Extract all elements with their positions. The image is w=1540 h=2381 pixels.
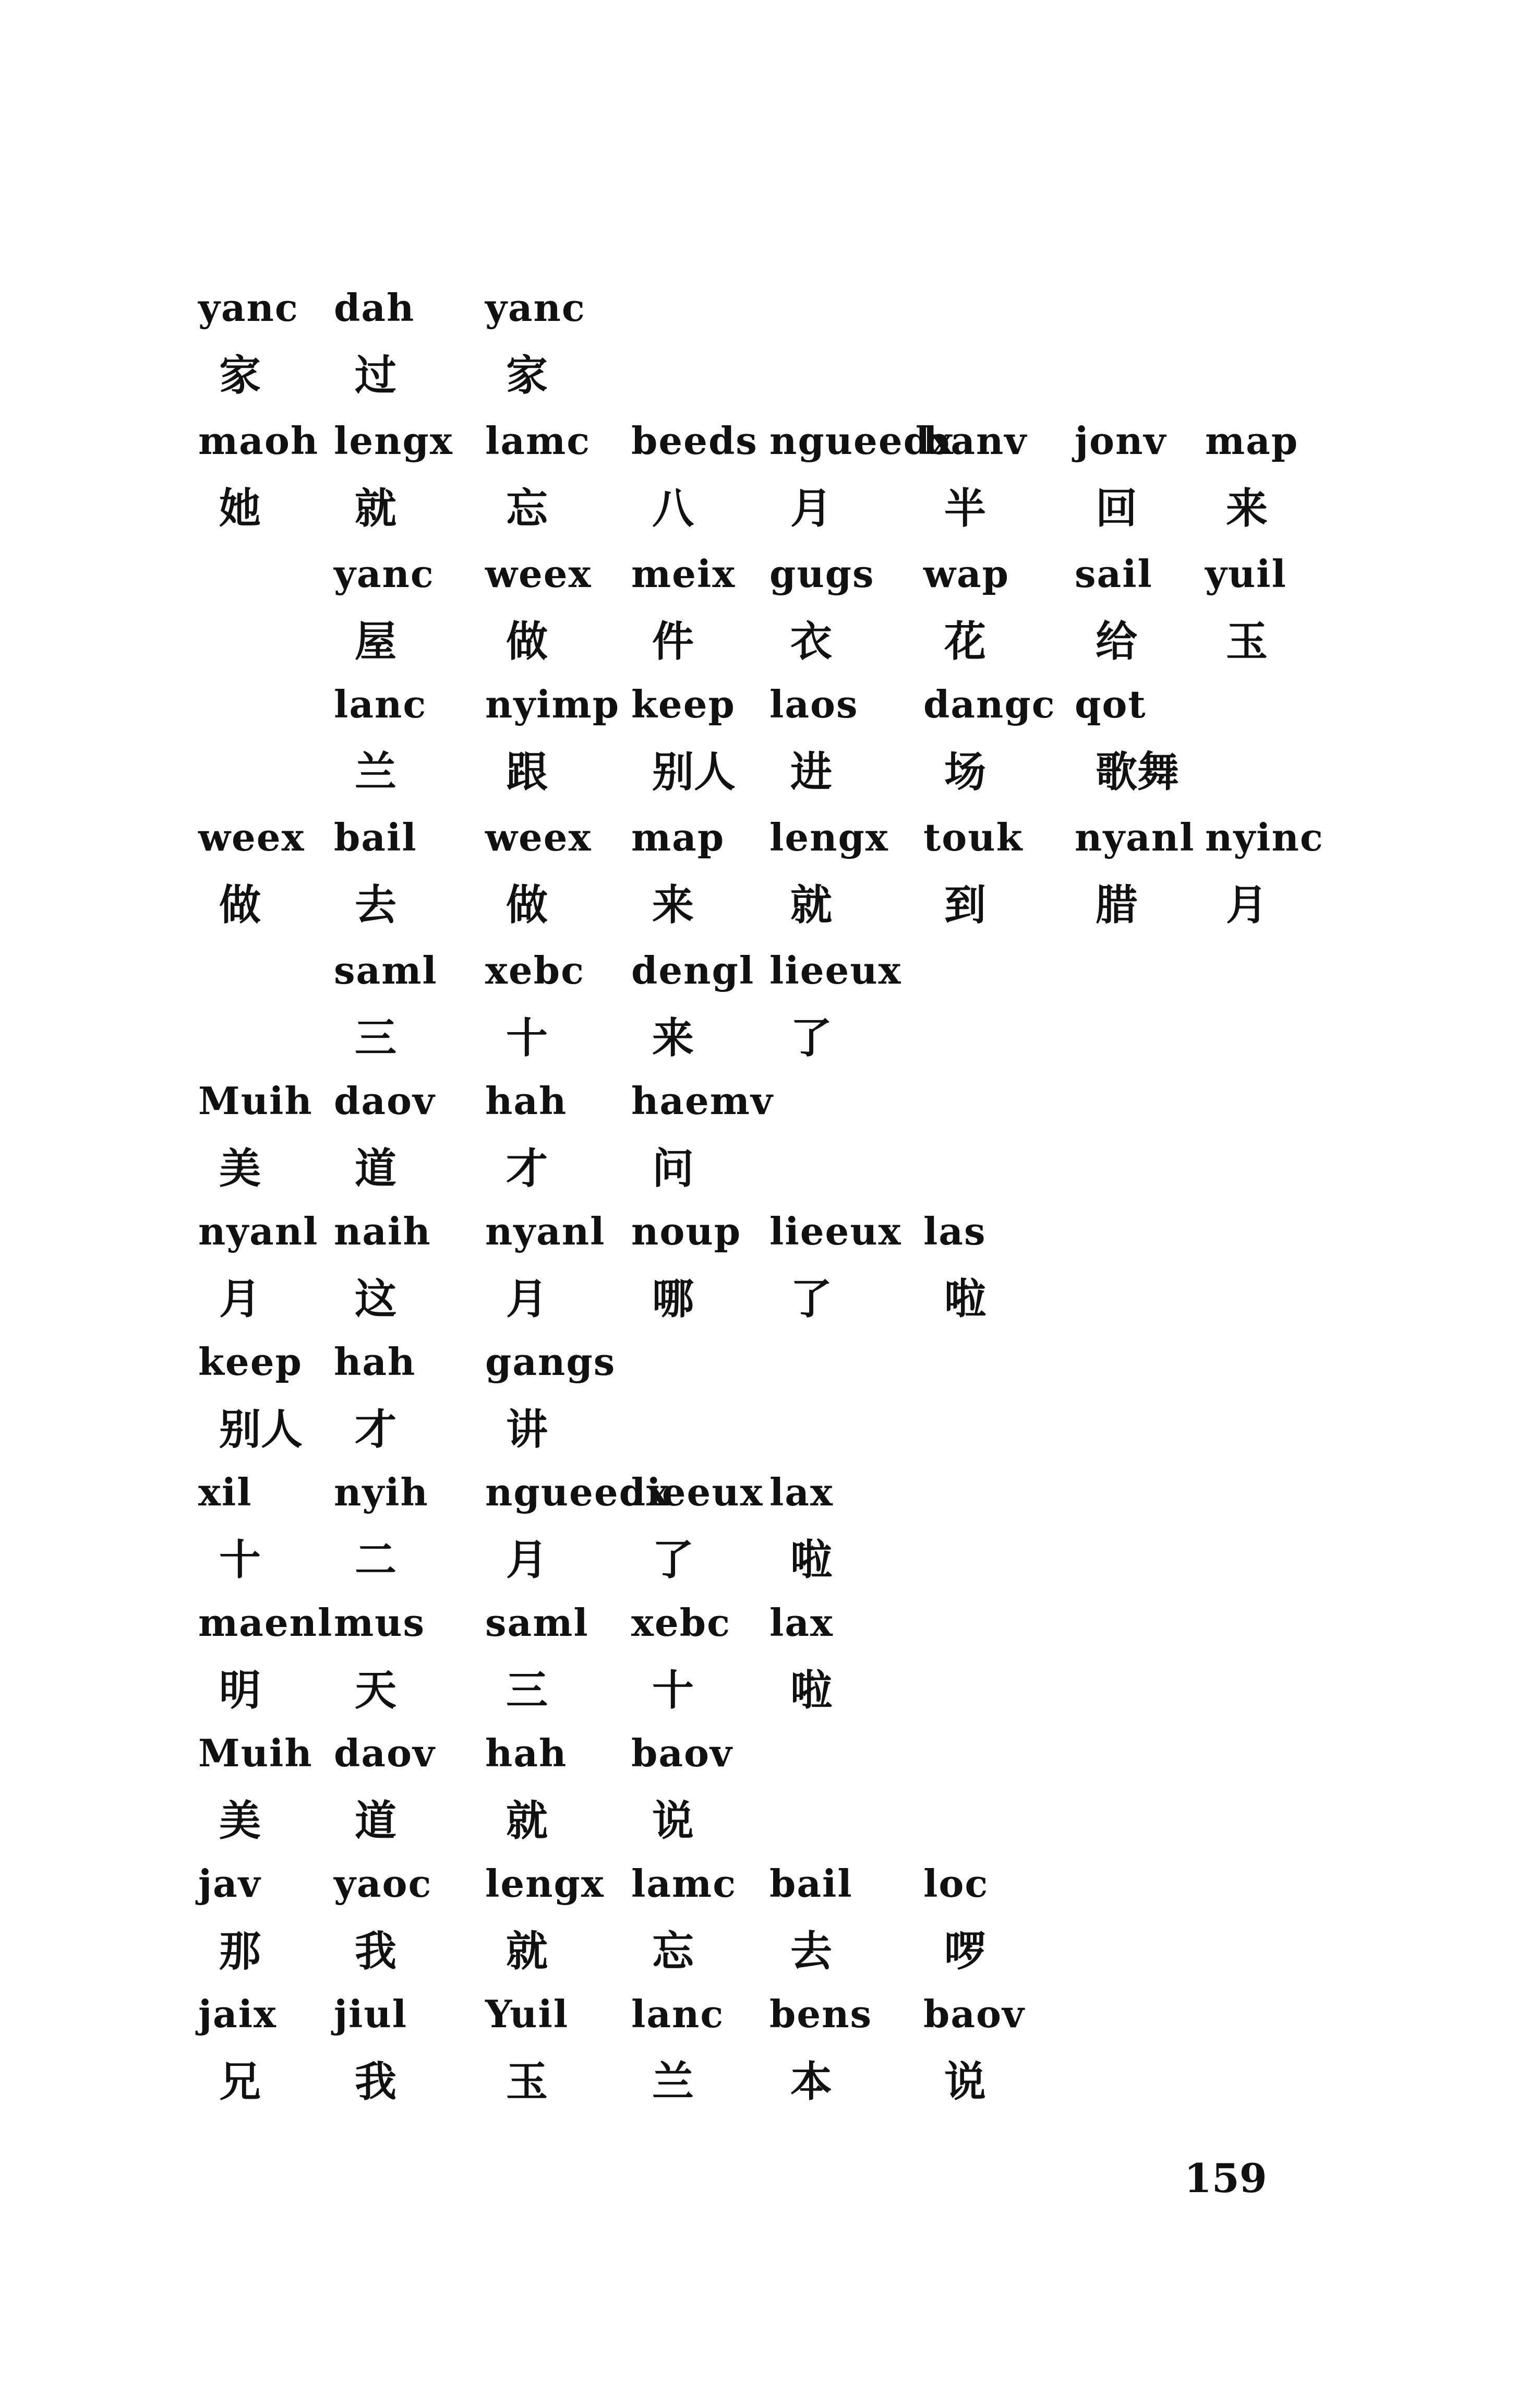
romanized-word: haemv (631, 1079, 774, 1123)
chinese-word: 忘 (652, 1927, 694, 1976)
chinese-word: 就 (506, 1797, 548, 1845)
romanized-line (0, 1466, 1540, 1518)
chinese-word: 兰 (355, 748, 396, 796)
chinese-gloss-line (0, 2056, 1540, 2108)
romanized-word: bail (769, 1861, 853, 1906)
chinese-word: 过 (355, 351, 396, 400)
romanized-word: lengx (334, 418, 453, 463)
romanized-line (0, 944, 1540, 997)
chinese-word: 来 (652, 1014, 694, 1062)
romanized-word: map (1205, 418, 1299, 463)
chinese-word: 月 (790, 484, 832, 533)
romanized-word: hah (485, 1079, 568, 1123)
chinese-word: 月 (506, 1275, 548, 1323)
romanized-word: daov (334, 1079, 436, 1123)
romanized-word: xil (198, 1470, 252, 1514)
chinese-word: 才 (506, 1144, 548, 1193)
chinese-gloss-line (0, 1665, 1540, 1717)
romanized-word: lengx (769, 815, 889, 859)
chinese-word: 美 (219, 1797, 261, 1845)
romanized-word: sail (1075, 552, 1153, 596)
romanized-word: hah (334, 1339, 416, 1384)
romanized-word: nyih (334, 1470, 429, 1514)
romanized-word: dah (334, 285, 415, 330)
romanized-word: lax (769, 1600, 834, 1645)
chinese-word: 就 (355, 484, 396, 533)
romanized-word: baov (923, 1992, 1025, 2036)
chinese-word: 明 (219, 1666, 261, 1715)
page-number: 159 (1184, 2155, 1267, 2201)
romanized-word: yaoc (334, 1861, 432, 1906)
romanized-word: wap (923, 552, 1009, 596)
chinese-gloss-line (0, 746, 1540, 798)
chinese-word: 十 (219, 1536, 261, 1584)
chinese-gloss-line (0, 1273, 1540, 1325)
romanized-word: daov (334, 1731, 436, 1775)
chinese-word: 三 (355, 1014, 396, 1062)
chinese-word: 家 (506, 351, 548, 400)
chinese-word: 到 (944, 881, 986, 929)
romanized-word: nyinc (1205, 815, 1324, 859)
romanized-word: noup (631, 1209, 742, 1253)
chinese-word: 去 (790, 1927, 832, 1976)
romanized-word: ngueedx (485, 1470, 670, 1514)
romanized-line (0, 1205, 1540, 1258)
chinese-word: 哪 (652, 1275, 694, 1323)
chinese-word: 给 (1096, 617, 1137, 666)
chinese-word: 进 (790, 748, 832, 796)
chinese-gloss-line (0, 1143, 1540, 1195)
romanized-word: nyanl (198, 1209, 319, 1253)
romanized-word: nyanl (1075, 815, 1195, 859)
romanized-word: loc (923, 1861, 989, 1906)
chinese-word: 本 (790, 2057, 832, 2106)
romanized-line (0, 1597, 1540, 1649)
romanized-word: weex (485, 552, 592, 596)
chinese-word: 啦 (790, 1536, 832, 1584)
romanized-word: jiul (334, 1992, 408, 2036)
romanized-word: bens (769, 1992, 873, 2036)
chinese-word: 就 (506, 1927, 548, 1976)
romanized-word: lieeux (769, 948, 902, 992)
chinese-word: 那 (219, 1927, 261, 1976)
romanized-word: hah (485, 1731, 568, 1775)
chinese-word: 月 (506, 1536, 548, 1584)
chinese-word: 去 (355, 881, 396, 929)
chinese-word: 件 (652, 617, 694, 666)
romanized-word: las (923, 1209, 986, 1253)
romanized-word: Yuil (485, 1992, 569, 2036)
chinese-word: 道 (355, 1797, 396, 1845)
chinese-word: 半 (944, 484, 986, 533)
romanized-word: gangs (485, 1339, 616, 1384)
romanized-word: Muih (198, 1079, 313, 1123)
chinese-word: 说 (652, 1797, 694, 1845)
chinese-gloss-line (0, 1795, 1540, 1847)
chinese-word: 美 (219, 1144, 261, 1193)
chinese-word: 了 (790, 1014, 832, 1062)
chinese-word: 做 (506, 881, 548, 929)
chinese-word: 我 (355, 2057, 396, 2106)
romanized-word: lengx (485, 1861, 605, 1906)
romanized-word: jonv (1075, 418, 1167, 463)
chinese-word: 忘 (506, 484, 548, 533)
romanized-word: lanc (631, 1992, 725, 2036)
romanized-line (0, 678, 1540, 731)
romanized-word: lieeux (631, 1470, 764, 1514)
chinese-word: 了 (790, 1275, 832, 1323)
chinese-word: 场 (944, 748, 986, 796)
romanized-word: nyanl (485, 1209, 606, 1253)
chinese-word: 歌舞 (1096, 748, 1179, 796)
romanized-word: naih (334, 1209, 431, 1253)
chinese-word: 回 (1096, 484, 1137, 533)
romanized-word: laos (769, 682, 859, 726)
romanized-word: jav (198, 1861, 261, 1906)
romanized-word: map (631, 815, 725, 859)
chinese-word: 跟 (506, 748, 548, 796)
romanized-word: Muih (198, 1731, 313, 1775)
chinese-word: 腊 (1096, 881, 1137, 929)
romanized-word: nyimp (485, 682, 620, 726)
chinese-word: 来 (1226, 484, 1268, 533)
romanized-word: weex (198, 815, 305, 859)
romanized-word: dangc (923, 682, 1056, 726)
chinese-gloss-line (0, 1534, 1540, 1586)
romanized-line (0, 282, 1540, 334)
romanized-word: saml (485, 1600, 589, 1645)
romanized-line (0, 811, 1540, 864)
chinese-gloss-line (0, 350, 1540, 402)
romanized-word: lanc (334, 682, 427, 726)
romanized-line (0, 1727, 1540, 1779)
romanized-word: xebc (485, 948, 585, 992)
chinese-word: 三 (506, 1666, 548, 1715)
romanized-word: keep (631, 682, 736, 726)
romanized-word: weex (485, 815, 592, 859)
chinese-word: 这 (355, 1275, 396, 1323)
chinese-word: 八 (652, 484, 694, 533)
romanized-line (0, 548, 1540, 600)
chinese-word: 兰 (652, 2057, 694, 2106)
chinese-gloss-line (0, 483, 1540, 535)
romanized-line (0, 415, 1540, 467)
romanized-word: lieeux (769, 1209, 902, 1253)
romanized-line (0, 1336, 1540, 1388)
chinese-word: 说 (944, 2057, 986, 2106)
romanized-word: dengl (631, 948, 755, 992)
chinese-gloss-line (0, 1012, 1540, 1064)
chinese-word: 才 (355, 1405, 396, 1454)
romanized-word: yanc (334, 552, 435, 596)
romanized-word: baov (631, 1731, 733, 1775)
chinese-word: 来 (652, 881, 694, 929)
chinese-word: 做 (219, 881, 261, 929)
chinese-word: 月 (219, 1275, 261, 1323)
romanized-word: meix (631, 552, 736, 596)
romanized-word: touk (923, 815, 1024, 859)
chinese-word: 啦 (944, 1275, 986, 1323)
chinese-gloss-line (0, 616, 1540, 668)
romanized-word: beeds (631, 418, 758, 463)
chinese-word: 别人 (219, 1405, 303, 1454)
romanized-line (0, 1988, 1540, 2040)
chinese-word: 啦 (790, 1666, 832, 1715)
chinese-gloss-line (0, 1925, 1540, 1978)
chinese-word: 啰 (944, 1927, 986, 1976)
chinese-word: 天 (355, 1666, 396, 1715)
romanized-word: bail (334, 815, 417, 859)
romanized-word: yuil (1205, 552, 1287, 596)
romanized-word: saml (334, 948, 438, 992)
chinese-word: 道 (355, 1144, 396, 1193)
romanized-word: mus (334, 1600, 426, 1645)
chinese-word: 讲 (506, 1405, 548, 1454)
chinese-word: 月 (1226, 881, 1268, 929)
chinese-word: 花 (944, 617, 986, 666)
chinese-word: 玉 (506, 2057, 548, 2106)
chinese-word: 衣 (790, 617, 832, 666)
chinese-word: 十 (506, 1014, 548, 1062)
romanized-word: jaix (198, 1992, 277, 2036)
chinese-word: 就 (790, 881, 832, 929)
chinese-gloss-line (0, 1404, 1540, 1456)
chinese-word: 家 (219, 351, 261, 400)
chinese-word: 我 (355, 1927, 396, 1976)
chinese-word: 玉 (1226, 617, 1268, 666)
chinese-word: 做 (506, 617, 548, 666)
romanized-line (0, 1858, 1540, 1910)
chinese-word: 二 (355, 1536, 396, 1584)
chinese-word: 兄 (219, 2057, 261, 2106)
romanized-word: qot (1075, 682, 1147, 726)
romanized-word: lamc (485, 418, 591, 463)
romanized-word: maoh (198, 418, 319, 463)
chinese-gloss-line (0, 879, 1540, 931)
romanized-word: keep (198, 1339, 303, 1384)
romanized-word: maenl (198, 1600, 333, 1645)
romanized-word: yanc (485, 285, 586, 330)
chinese-word: 十 (652, 1666, 694, 1715)
romanized-word: yanc (198, 285, 299, 330)
chinese-word: 别人 (652, 748, 736, 796)
chinese-word: 她 (219, 484, 261, 533)
romanized-word: gugs (769, 552, 875, 596)
romanized-word: xebc (631, 1600, 731, 1645)
romanized-word: banv (923, 418, 1028, 463)
chinese-word: 了 (652, 1536, 694, 1584)
chinese-word: 问 (652, 1144, 694, 1193)
romanized-line (0, 1075, 1540, 1127)
chinese-word: 屋 (355, 617, 396, 666)
romanized-word: lax (769, 1470, 834, 1514)
romanized-word: ngueedx (769, 418, 954, 463)
romanized-word: lamc (631, 1861, 737, 1906)
